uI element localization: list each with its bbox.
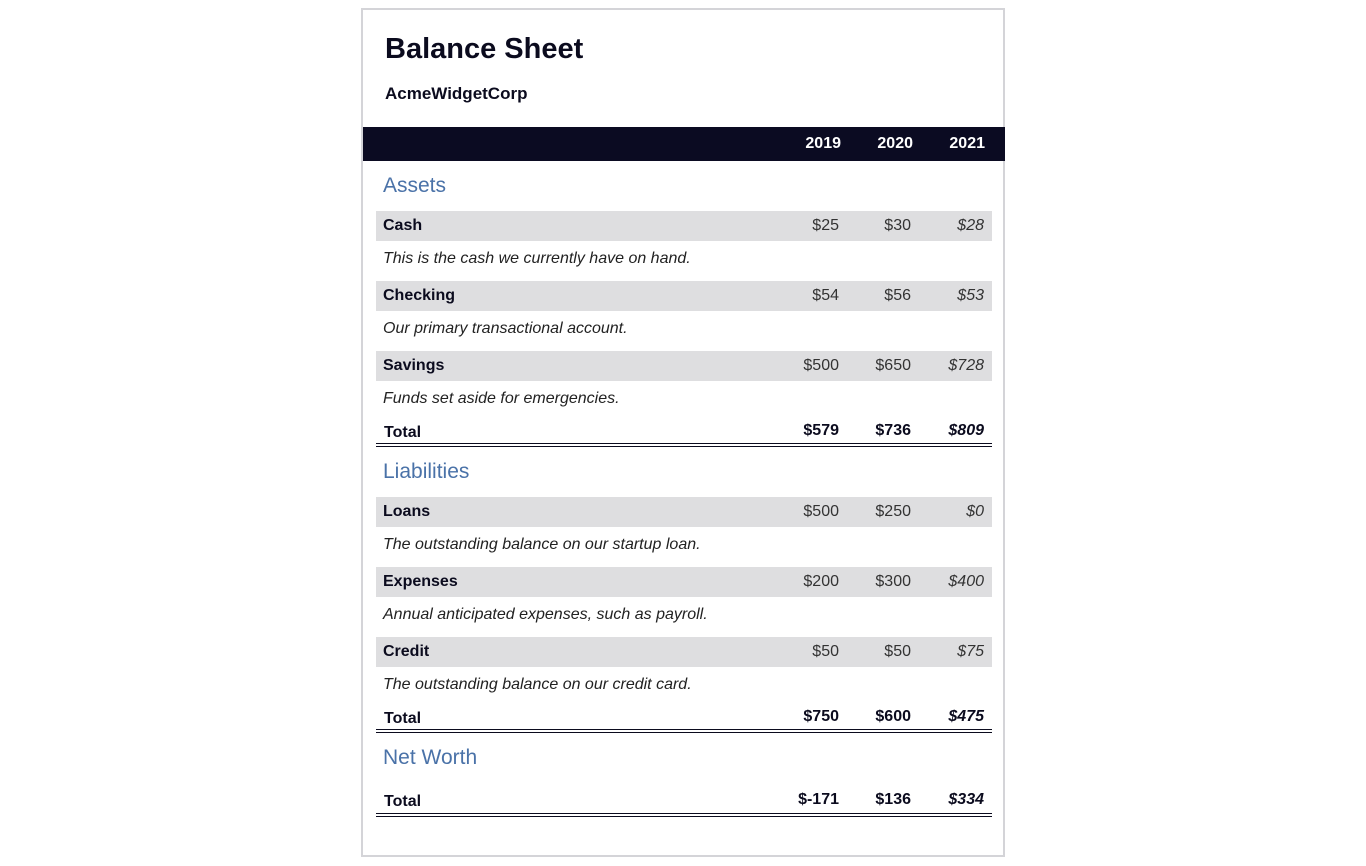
row-label: Credit bbox=[383, 643, 430, 660]
total-2019: $750 bbox=[803, 708, 839, 725]
value-2021: $728 bbox=[948, 357, 984, 374]
row-label: Expenses bbox=[383, 573, 458, 590]
section-title-liabilities: Liabilities bbox=[383, 460, 470, 483]
page-title: Balance Sheet bbox=[385, 33, 584, 65]
value-2021: $400 bbox=[948, 573, 984, 590]
value-2021: $0 bbox=[966, 503, 984, 520]
table-row-credit bbox=[376, 637, 992, 667]
value-2020: $300 bbox=[875, 573, 911, 590]
value-2019: $200 bbox=[803, 573, 839, 590]
total-2020: $736 bbox=[875, 422, 911, 439]
total-2021: $475 bbox=[948, 708, 984, 725]
value-2020: $50 bbox=[884, 643, 911, 660]
table-row-loans bbox=[376, 497, 992, 527]
row-description: The outstanding balance on our startup loan. bbox=[383, 536, 701, 553]
row-description: Annual anticipated expenses, such as payroll. bbox=[383, 606, 708, 623]
year-header-2021: 2021 bbox=[949, 135, 985, 152]
total-2021: $809 bbox=[948, 422, 984, 439]
year-header-2019: 2019 bbox=[805, 135, 841, 152]
total-label: Total bbox=[384, 710, 422, 727]
year-header-bar bbox=[363, 127, 1005, 161]
value-2019: $500 bbox=[803, 503, 839, 520]
total-label: Total bbox=[384, 424, 422, 441]
total-2021: $334 bbox=[948, 791, 984, 808]
section-title-assets: Assets bbox=[383, 174, 447, 197]
balance-sheet bbox=[361, 8, 1005, 857]
row-label: Loans bbox=[383, 503, 431, 520]
row-label: Savings bbox=[383, 357, 445, 374]
sheet-body bbox=[376, 161, 992, 817]
value-2020: $250 bbox=[875, 503, 911, 520]
row-description: Our primary transactional account. bbox=[383, 320, 628, 337]
row-label: Cash bbox=[383, 217, 423, 234]
row-description: This is the cash we currently have on hand. bbox=[383, 250, 691, 267]
total-2019: $-171 bbox=[798, 791, 839, 808]
total-label: Total bbox=[384, 793, 422, 810]
value-2021: $53 bbox=[957, 287, 984, 304]
value-2020: $30 bbox=[884, 217, 911, 234]
total-2019: $579 bbox=[803, 422, 839, 439]
year-header-2020: 2020 bbox=[877, 135, 913, 152]
value-2019: $25 bbox=[812, 217, 839, 234]
table-row-expenses bbox=[376, 567, 992, 597]
table-row-cash bbox=[376, 211, 992, 241]
value-2020: $56 bbox=[884, 287, 911, 304]
value-2019: $54 bbox=[812, 287, 839, 304]
table-row-savings bbox=[376, 351, 992, 381]
row-description: The outstanding balance on our credit card. bbox=[383, 676, 692, 693]
table-row-checking bbox=[376, 281, 992, 311]
net-worth-total-row bbox=[376, 783, 992, 817]
total-2020: $136 bbox=[875, 791, 911, 808]
row-description: Funds set aside for emergencies. bbox=[383, 390, 620, 407]
section-title-net-worth: Net Worth bbox=[383, 746, 478, 769]
assets-total-row bbox=[376, 414, 992, 447]
value-2021: $28 bbox=[957, 217, 984, 234]
value-2021: $75 bbox=[957, 643, 984, 660]
value-2020: $650 bbox=[875, 357, 911, 374]
total-2020: $600 bbox=[875, 708, 911, 725]
row-label: Checking bbox=[383, 287, 456, 304]
company-name: AcmeWidgetCorp bbox=[385, 84, 528, 103]
value-2019: $500 bbox=[803, 357, 839, 374]
value-2019: $50 bbox=[812, 643, 839, 660]
liabilities-total-row bbox=[376, 700, 992, 733]
